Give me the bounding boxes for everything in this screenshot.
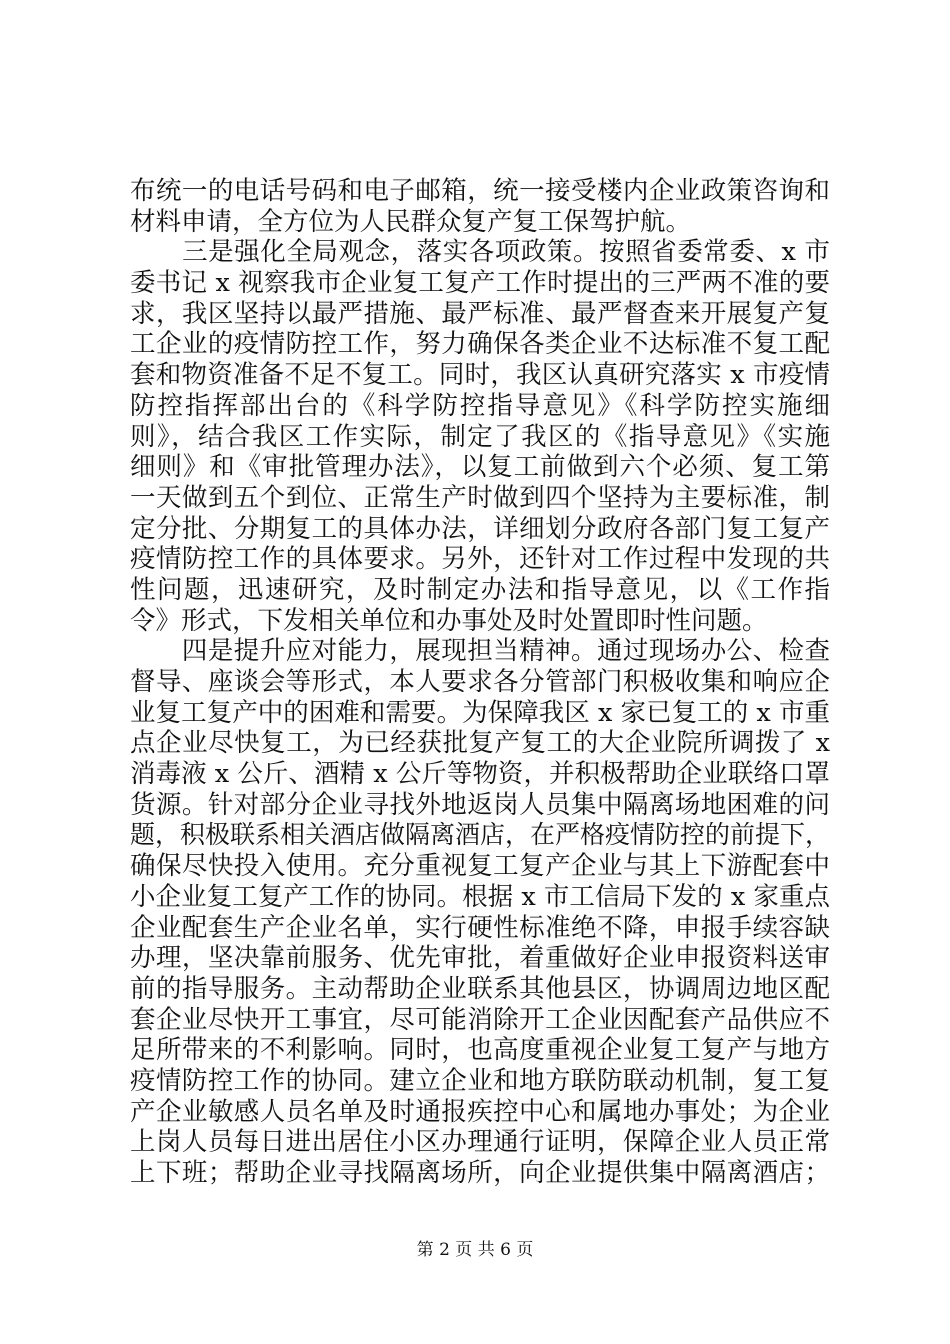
text-line: 足所带来的不利影响。同时，也高度重视企业复工复产与地方 (130, 1035, 830, 1066)
text-line: 工企业的疫情防控工作，努力确保各类企业不达标准不复工配 (130, 329, 830, 360)
text-line: 前的指导服务。主动帮助企业联系其他县区，协调周边地区配 (130, 973, 830, 1004)
text-line: 督导、座谈会等形式，本人要求各分管部门积极收集和响应企 (130, 667, 830, 697)
text-line: 委书记 x 视察我市企业复工复产工作时提出的三严两不准的要 (130, 268, 830, 299)
text-line: 产企业敏感人员名单及时通报疾控中心和属地办事处；为企业 (130, 1096, 830, 1127)
text-line: 一天做到五个到位、正常生产时做到四个坚持为主要标准，制 (130, 482, 830, 513)
text-line: 材料申请，全方位为人民群众复产复工保驾护航。 (130, 206, 692, 237)
text-line: 消毒液 x 公斤、酒精 x 公斤等物资，并积极帮助企业联络口罩 (130, 759, 830, 790)
text-line: 定分批、分期复工的具体办法，详细划分政府各部门复工复产 (130, 513, 830, 544)
text-line: 令》形式，下发相关单位和办事处及时处置即时性问题。 (130, 605, 768, 636)
document-body (130, 176, 830, 1189)
text-line: 性问题，迅速研究，及时制定办法和指导意见，以《工作指 (130, 574, 830, 605)
text-line: 三是强化全局观念，落实各项政策。按照省委常委、x 市 (130, 237, 830, 268)
page-number-footer: 第 2 页 共 6 页 (416, 1240, 534, 1260)
text-line: 题，积极联系相关酒店做隔离酒店，在严格疫情防控的前提下， (130, 820, 830, 850)
text-line: 四是提升应对能力，展现担当精神。通过现场办公、检查 (130, 636, 830, 667)
text-line: 上下班；帮助企业寻找隔离场所，向企业提供集中隔离酒店； (130, 1158, 830, 1188)
text-line: 布统一的电话号码和电子邮箱，统一接受楼内企业政策咨询和 (130, 176, 830, 206)
text-line: 套企业尽快开工事宜，尽可能消除开工企业因配套产品供应不 (130, 1004, 830, 1035)
text-line: 上岗人员每日进出居住小区办理通行证明，保障企业人员正常 (130, 1127, 830, 1158)
text-line: 确保尽快投入使用。充分重视复工复产企业与其上下游配套中 (130, 851, 830, 882)
text-line: 业复工复产中的困难和需要。为保障我区 x 家已复工的 x 市重 (130, 697, 830, 728)
text-line: 点企业尽快复工，为已经获批复产复工的大企业院所调拨了 x (130, 728, 830, 759)
text-line: 求，我区坚持以最严措施、最严标准、最严督查来开展复产复 (130, 298, 830, 329)
text-line: 则》，结合我区工作实际，制定了我区的《指导意见》《实施 (130, 421, 830, 452)
text-line: 细则》和《审批管理办法》，以复工前做到六个必须、复工第 (130, 452, 830, 483)
text-line: 小企业复工复产工作的协同。根据 x 市工信局下发的 x 家重点 (130, 881, 830, 912)
text-line: 办理，坚决靠前服务、优先审批，着重做好企业申报资料送审 (130, 943, 830, 974)
text-line: 货源。针对部分企业寻找外地返岗人员集中隔离场地困难的问 (130, 789, 830, 820)
text-line: 疫情防控工作的协同。建立企业和地方联防联动机制，复工复 (130, 1065, 830, 1096)
text-line: 防控指挥部出台的《科学防控指导意见》《科学防控实施细 (130, 390, 830, 421)
text-line: 企业配套生产企业名单，实行硬性标准绝不降，申报手续容缺 (130, 912, 830, 943)
text-line: 套和物资准备不足不复工。同时，我区认真研究落实 x 市疫情 (130, 360, 830, 391)
text-line: 疫情防控工作的具体要求。另外，还针对工作过程中发现的共 (130, 544, 830, 575)
